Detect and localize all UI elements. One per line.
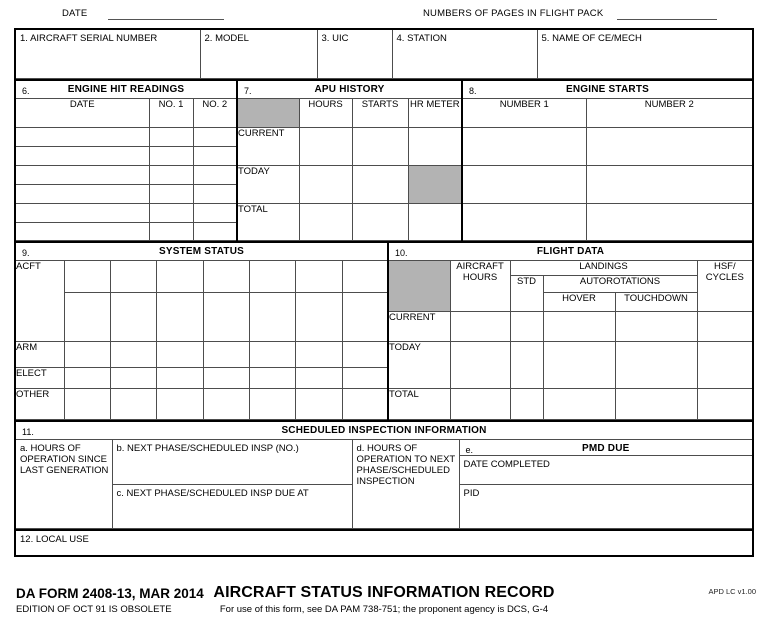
section-8-title-cell bbox=[462, 80, 752, 99]
cell-flight-today-hover[interactable] bbox=[543, 341, 615, 388]
cell-system-status-elect[interactable] bbox=[64, 367, 110, 388]
cell-engine-hit-filler[interactable] bbox=[193, 222, 237, 240]
cell-engine-hit-no1[interactable] bbox=[149, 146, 193, 165]
cell-system-status-acft[interactable] bbox=[203, 292, 249, 341]
col-header-engine-starts-number2: NUMBER 2 bbox=[586, 98, 752, 127]
cell-system-status-other[interactable] bbox=[249, 388, 295, 419]
cell-system-status-other[interactable] bbox=[342, 388, 388, 419]
section-number: 11. bbox=[22, 426, 34, 437]
section-12-block bbox=[16, 529, 752, 555]
field-label: NAME OF CE/MECH bbox=[552, 33, 642, 44]
field-label: PID bbox=[463, 487, 480, 499]
cell-engine-hit-no2[interactable] bbox=[193, 127, 237, 146]
section-number: 10. bbox=[395, 247, 408, 258]
cell-engine-hit-no2[interactable] bbox=[193, 165, 237, 184]
form-title: AIRCRAFT STATUS INFORMATION RECORD bbox=[213, 584, 555, 601]
cell-flight-today-aircraft-hours[interactable] bbox=[450, 341, 510, 388]
cell-system-status-acft[interactable] bbox=[249, 292, 295, 341]
cell-system-status-acft[interactable] bbox=[342, 260, 388, 292]
cell-engine-hit-date[interactable] bbox=[16, 184, 149, 203]
section-title: ENGINE STARTS bbox=[566, 83, 649, 95]
cell-system-status-arm[interactable] bbox=[249, 341, 295, 367]
field-label: a. HOURS OF OPERATION SINCE LAST GENERATION bbox=[20, 442, 109, 476]
section-11-title-cell bbox=[16, 421, 752, 440]
cell-system-status-arm[interactable] bbox=[110, 341, 156, 367]
cell-flight-total-aircraft-hours[interactable] bbox=[450, 388, 510, 419]
col-header-engine-hit-no2: NO. 2 bbox=[193, 98, 237, 127]
flight-data-row-label-today: TODAY bbox=[388, 341, 450, 388]
field-station[interactable] bbox=[392, 30, 537, 78]
sections-6-7-8-block bbox=[16, 79, 752, 241]
cell-system-status-acft[interactable] bbox=[156, 260, 203, 292]
cell-apu-total-starts[interactable] bbox=[352, 203, 408, 240]
cell-engine-hit-no1[interactable] bbox=[149, 184, 193, 203]
field-label: b. NEXT PHASE/SCHEDULED INSP (NO.) bbox=[116, 442, 299, 454]
cell-flight-current-std[interactable] bbox=[510, 311, 543, 341]
date-input-rule[interactable] bbox=[108, 19, 224, 20]
section-10-title-cell bbox=[388, 242, 752, 261]
cell-system-status-other[interactable] bbox=[295, 388, 342, 419]
cell-engine-hit-no1[interactable] bbox=[149, 165, 193, 184]
section-title: ENGINE HIT READINGS bbox=[67, 83, 185, 95]
cell-system-status-acft[interactable] bbox=[295, 260, 342, 292]
pmd-due-title-cell bbox=[459, 439, 752, 484]
cell-system-status-acft[interactable] bbox=[156, 292, 203, 341]
pages-in-flight-pack-input-rule[interactable] bbox=[617, 19, 717, 20]
form-subtitle: For use of this form, see DA PAM 738-751; the proponent agency is DCS, G-4 bbox=[219, 604, 549, 615]
cell-system-status-acft[interactable] bbox=[249, 260, 295, 292]
apu-row-label-today: TODAY bbox=[237, 165, 299, 203]
cell-flight-total-hsf-cycles[interactable] bbox=[697, 388, 752, 419]
cell-engine-hit-no2[interactable] bbox=[193, 203, 237, 222]
form-footer bbox=[0, 578, 768, 628]
cell-flight-total-hover[interactable] bbox=[543, 388, 615, 419]
cell-flight-today-touchdown[interactable] bbox=[615, 341, 697, 388]
col-header-hover: HOVER bbox=[543, 292, 615, 311]
system-status-row-label-elect: ELECT bbox=[16, 367, 64, 388]
apd-version-label: APD LC v1.00 bbox=[708, 587, 756, 596]
section-6-title-cell bbox=[16, 80, 237, 99]
cell-flight-today-std[interactable] bbox=[510, 341, 543, 388]
cell-flight-today-hsf-cycles[interactable] bbox=[697, 341, 752, 388]
cell-engine-hit-filler[interactable] bbox=[149, 222, 193, 240]
pages-in-flight-pack-label: NUMBERS OF PAGES IN FLIGHT PACK bbox=[423, 8, 604, 19]
field-aircraft-serial-number[interactable] bbox=[16, 30, 200, 78]
cell-engine-starts-row1-number1[interactable] bbox=[462, 127, 586, 165]
field-number: e. bbox=[465, 444, 474, 455]
section-number: 12. bbox=[20, 533, 34, 545]
field-model[interactable] bbox=[200, 30, 317, 78]
field-label: STATION bbox=[407, 33, 447, 44]
field-pid[interactable] bbox=[459, 484, 752, 528]
cell-system-status-acft[interactable] bbox=[342, 292, 388, 341]
aircraft-hours-line-1: AIRCRAFT bbox=[456, 260, 504, 272]
cell-system-status-arm[interactable] bbox=[295, 341, 342, 367]
hsf-line-2: CYCLES bbox=[705, 271, 744, 283]
section-title: APU HISTORY bbox=[314, 83, 385, 95]
apu-row-label-current: CURRENT bbox=[237, 127, 299, 165]
form-header-strip bbox=[0, 0, 768, 28]
col-header-apu-starts: STARTS bbox=[352, 98, 408, 127]
section-7-title-cell bbox=[237, 80, 462, 99]
identification-block bbox=[16, 30, 752, 79]
system-status-row-label-acft: ACFT bbox=[16, 260, 64, 341]
col-header-landings: LANDINGS bbox=[510, 260, 697, 275]
cell-system-status-elect[interactable] bbox=[156, 367, 203, 388]
apu-row-label-total: TOTAL bbox=[237, 203, 299, 240]
col-header-aircraft-hours bbox=[450, 260, 510, 311]
flight-data-row-label-total: TOTAL bbox=[388, 388, 450, 419]
form-edition-note: EDITION OF OCT 91 IS OBSOLETE bbox=[16, 604, 172, 615]
cell-system-status-other[interactable] bbox=[156, 388, 203, 419]
cell-engine-starts-row3-number2[interactable] bbox=[586, 203, 752, 240]
hsf-line-1: HSF/ bbox=[713, 260, 736, 272]
field-number: 1. bbox=[20, 33, 28, 44]
col-header-engine-starts-number1: NUMBER 1 bbox=[462, 98, 586, 127]
cell-engine-hit-date[interactable] bbox=[16, 127, 149, 146]
flight-data-corner-shaded-cell bbox=[388, 260, 450, 311]
cell-system-status-acft[interactable] bbox=[203, 260, 249, 292]
cell-engine-starts-row3-number1[interactable] bbox=[462, 203, 586, 240]
cell-flight-current-touchdown[interactable] bbox=[615, 311, 697, 341]
field-label: MODEL bbox=[215, 33, 249, 44]
apu-corner-shaded-cell bbox=[237, 98, 299, 127]
cell-apu-current-starts[interactable] bbox=[352, 127, 408, 165]
flight-data-row-label-current: CURRENT bbox=[388, 311, 450, 341]
field-number: 5. bbox=[541, 33, 550, 44]
cell-system-status-arm[interactable] bbox=[342, 341, 388, 367]
cell-system-status-arm[interactable] bbox=[203, 341, 249, 367]
cell-system-status-acft[interactable] bbox=[110, 260, 156, 292]
cell-apu-today-starts[interactable] bbox=[352, 165, 408, 203]
section-number: 7. bbox=[244, 85, 252, 96]
section-9-title-cell bbox=[16, 242, 388, 261]
cell-flight-total-std[interactable] bbox=[510, 388, 543, 419]
form-identifier: DA FORM 2408-13, MAR 2014 bbox=[16, 586, 204, 601]
field-label: DATE COMPLETED bbox=[463, 458, 550, 470]
section-number: 9. bbox=[22, 247, 30, 258]
sections-9-10-block bbox=[16, 241, 752, 420]
cell-apu-total-hours[interactable] bbox=[299, 203, 352, 240]
date-label: DATE bbox=[62, 8, 88, 19]
cell-engine-hit-no2[interactable] bbox=[193, 146, 237, 165]
field-hours-to-next-phase-inspection[interactable] bbox=[352, 439, 459, 528]
field-label: c. NEXT PHASE/SCHEDULED INSP DUE AT bbox=[116, 487, 309, 499]
cell-system-status-arm[interactable] bbox=[156, 341, 203, 367]
cell-system-status-acft[interactable] bbox=[64, 260, 110, 292]
cell-apu-total-hr-meter[interactable] bbox=[408, 203, 462, 240]
cell-system-status-elect[interactable] bbox=[110, 367, 156, 388]
section-number: 8. bbox=[469, 85, 477, 96]
cell-engine-hit-no2[interactable] bbox=[193, 184, 237, 203]
cell-apu-current-hours[interactable] bbox=[299, 127, 352, 165]
field-uic[interactable] bbox=[317, 30, 392, 78]
col-header-engine-hit-date: DATE bbox=[16, 98, 149, 127]
cell-system-status-elect[interactable] bbox=[295, 367, 342, 388]
field-local-use[interactable] bbox=[16, 530, 752, 555]
aircraft-hours-line-2: HOURS bbox=[462, 271, 498, 283]
field-label: UIC bbox=[332, 33, 349, 44]
col-header-hsf-cycles bbox=[697, 260, 752, 311]
cell-engine-starts-row2-number1[interactable] bbox=[462, 165, 586, 203]
system-status-row-label-other: OTHER bbox=[16, 388, 64, 419]
cell-system-status-other[interactable] bbox=[110, 388, 156, 419]
field-label: AIRCRAFT SERIAL NUMBER bbox=[30, 33, 158, 44]
section-title: SYSTEM STATUS bbox=[158, 245, 244, 257]
col-header-engine-hit-no1: NO. 1 bbox=[149, 98, 193, 127]
field-next-phase-insp-no[interactable] bbox=[112, 439, 352, 484]
col-header-autorotations: AUTOROTATIONS bbox=[543, 275, 697, 292]
cell-system-status-elect[interactable] bbox=[342, 367, 388, 388]
cell-system-status-acft[interactable] bbox=[110, 292, 156, 341]
cell-apu-current-hr-meter[interactable] bbox=[408, 127, 462, 165]
section-number: 6. bbox=[22, 85, 30, 96]
col-header-apu-hr-meter: HR METER bbox=[408, 98, 462, 127]
field-name-of-ce-mech[interactable] bbox=[537, 30, 752, 78]
cell-flight-current-hsf-cycles[interactable] bbox=[697, 311, 752, 341]
cell-engine-starts-row2-number2[interactable] bbox=[586, 165, 752, 203]
cell-system-status-arm[interactable] bbox=[64, 341, 110, 367]
system-status-row-label-arm: ARM bbox=[16, 341, 64, 367]
cell-engine-hit-date[interactable] bbox=[16, 203, 149, 222]
field-number: 3. bbox=[321, 33, 330, 44]
cell-apu-today-hours[interactable] bbox=[299, 165, 352, 203]
cell-engine-hit-no1[interactable] bbox=[149, 127, 193, 146]
section-title: SCHEDULED INSPECTION INFORMATION bbox=[281, 424, 487, 436]
cell-system-status-acft[interactable] bbox=[64, 292, 110, 341]
section-title: FLIGHT DATA bbox=[536, 245, 605, 257]
pmd-due-title: PMD DUE bbox=[581, 442, 630, 454]
cell-system-status-elect[interactable] bbox=[203, 367, 249, 388]
cell-system-status-elect[interactable] bbox=[249, 367, 295, 388]
cell-engine-starts-row1-number2[interactable] bbox=[586, 127, 752, 165]
cell-system-status-acft[interactable] bbox=[295, 292, 342, 341]
cell-engine-hit-filler[interactable] bbox=[16, 222, 149, 240]
field-hours-since-last-generation[interactable] bbox=[16, 439, 112, 528]
field-number: 2. bbox=[204, 33, 213, 44]
section-11-block bbox=[16, 420, 752, 529]
field-date-completed[interactable] bbox=[460, 455, 753, 484]
cell-engine-hit-date[interactable] bbox=[16, 165, 149, 184]
field-next-phase-insp-due-at[interactable] bbox=[112, 484, 352, 528]
cell-flight-total-touchdown[interactable] bbox=[615, 388, 697, 419]
field-number: 4. bbox=[396, 33, 405, 44]
field-label: d. HOURS OF OPERATION TO NEXT PHASE/SCHEDULED INSPECTION bbox=[356, 442, 456, 487]
cell-system-status-other[interactable] bbox=[64, 388, 110, 419]
form-body bbox=[14, 28, 754, 557]
col-header-std: STD bbox=[510, 275, 543, 311]
section-label: LOCAL USE bbox=[35, 533, 89, 545]
cell-system-status-other[interactable] bbox=[203, 388, 249, 419]
cell-flight-current-aircraft-hours[interactable] bbox=[450, 311, 510, 341]
cell-apu-today-hr-meter-shaded bbox=[408, 165, 462, 203]
col-header-apu-hours: HOURS bbox=[299, 98, 352, 127]
col-header-touchdown: TOUCHDOWN bbox=[615, 292, 697, 311]
cell-flight-current-hover[interactable] bbox=[543, 311, 615, 341]
cell-engine-hit-no1[interactable] bbox=[149, 203, 193, 222]
cell-engine-hit-date[interactable] bbox=[16, 146, 149, 165]
